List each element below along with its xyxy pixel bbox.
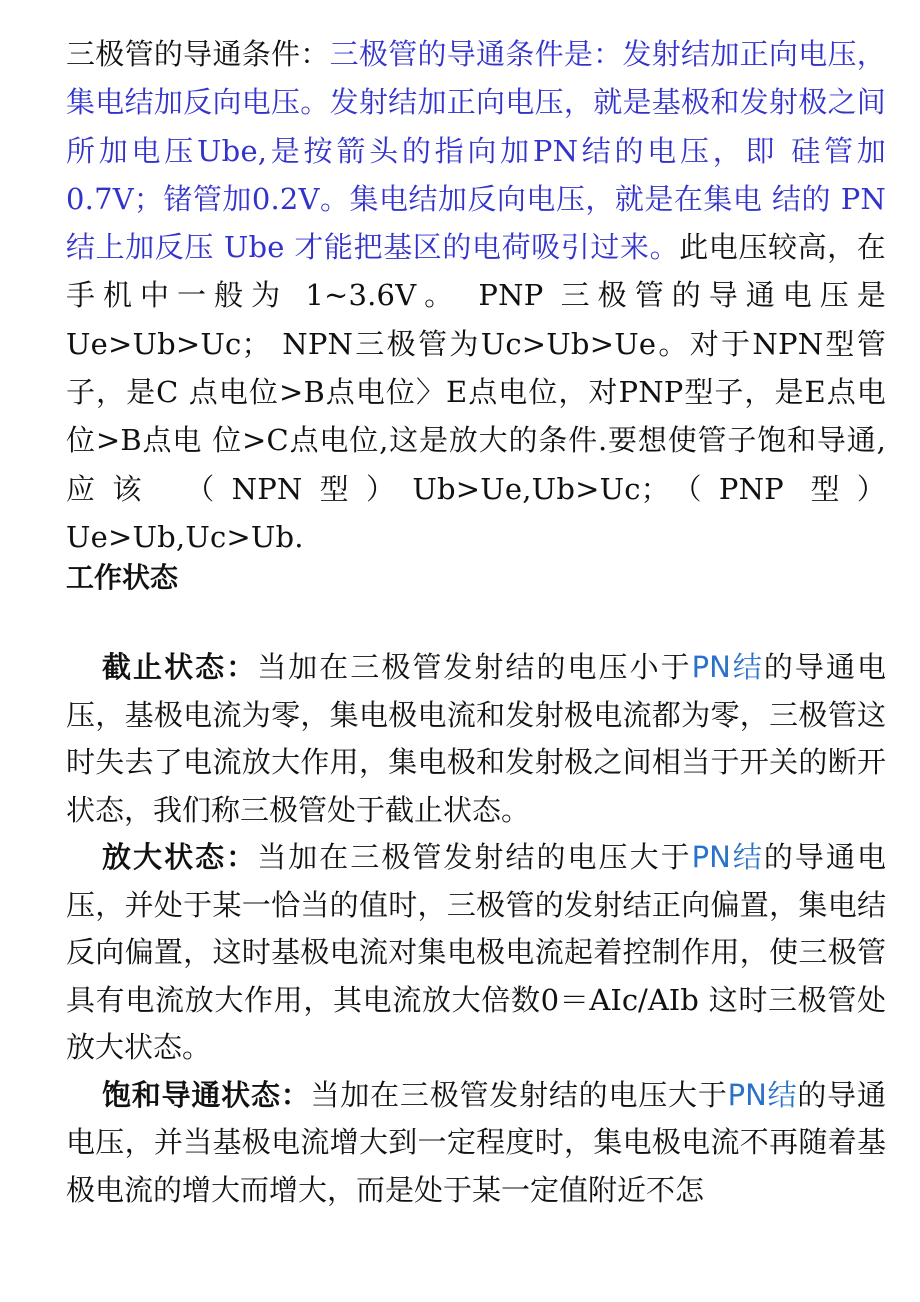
state-text-before: 当加在三极管发射结的电压大于 [257, 840, 692, 874]
section-heading: 工作状态 [66, 561, 179, 594]
state-colon: ： [226, 650, 258, 684]
state-text-after: 的导通电压，基极电流为零，集电极电流和发射极电流都为零，三极管这时失去了电流放大作用，集电极和发射极之间相当于开关的断开状态，我们称三极管处于截止状态。 [66, 650, 886, 827]
pn-junction-link[interactable]: PN结 [727, 1077, 798, 1112]
conduction-label: 三极管的导通条件： [66, 37, 330, 71]
state-cutoff [66, 644, 886, 834]
state-term: 放大状态 [102, 840, 227, 874]
pn-junction-link[interactable]: PN结 [691, 650, 764, 684]
state-colon: ： [226, 840, 258, 874]
state-text-after: 的导通电压，并当基极电流增大到一定程度时，集电极电流不再随着基极电流的增大而增大，而是处于某一定值附近不怎 [66, 1077, 886, 1207]
conduction-highlighted-text: 三极管的导通条件是：发射结加正向电压，集电结加反向电压。发射结加正向电压，就是基极和发射极之间所加电压Ube,是按箭头的指向加PN结的电压，即 硅管加0.7V；锗管加0.2V。集电结加反向电压，就是在集电 结的 PN 结上加反压 Ube 才能把基区的电荷吸引过来。 [66, 37, 886, 265]
state-saturation [66, 1072, 886, 1215]
state-term: 饱和导通状态 [102, 1077, 281, 1112]
pn-junction-link[interactable]: PN结 [691, 840, 764, 874]
state-term: 截止状态 [102, 650, 227, 684]
state-amplification [66, 834, 886, 1072]
working-states [66, 644, 886, 1214]
state-text-before: 当加在三极管发射结的电压大于 [310, 1077, 728, 1112]
conduction-tail-text: 此电压较高，在手机中一般为 1~3.6V。 PNP 三极管的导通电压是Ue>Ub>Uc； NPN三极管为Uc>Ub>Ue。对于NPN型管子，是C 点电位>B点电位〉E点电位，对PNP型子，是E点电位>B点电 位>C点电位,这是放大的条件.要想使管子饱和导通,应该 （NPN型）Ub>Ue,Ub>Uc；（PNP 型）Ue>Ub,Uc>Ub. [66, 230, 886, 554]
state-colon: ： [280, 1077, 311, 1112]
state-text-after: 的导通电压，并处于某一恰当的值时，三极管的发射结正向偏置，集电结反向偏置，这时基极电流对集电极电流起着控制作用，使三极管具有电流放大作用，其电流放大倍数0＝AIc/AIb 这时三极管处放大状态。 [66, 840, 886, 1064]
state-text-before: 当加在三极管发射结的电压小于 [257, 650, 692, 684]
document-page [66, 30, 886, 1207]
conduction-paragraph [66, 30, 886, 561]
